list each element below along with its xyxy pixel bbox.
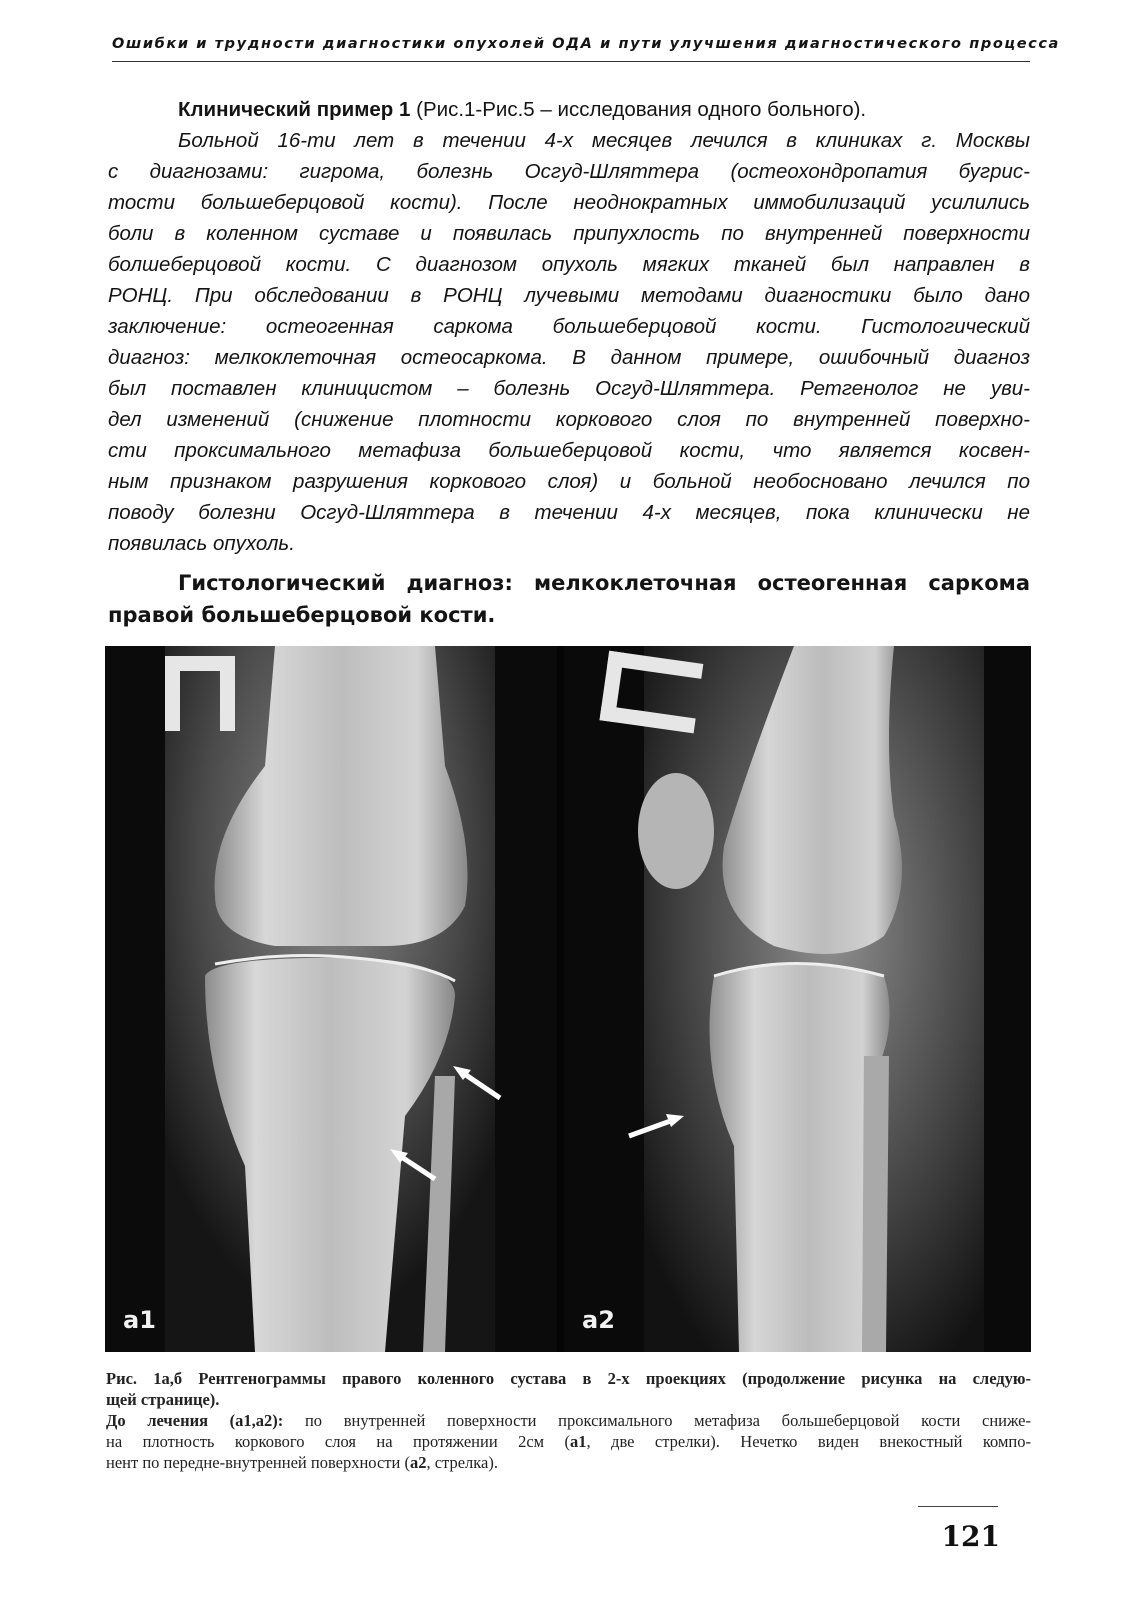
caption-text: , стрелка).: [426, 1453, 498, 1472]
case-line: дел изменений (снижение плотности коркового слоя по внутренней поверхно-: [108, 408, 1030, 431]
diagnosis-line: правой большеберцовой кости.: [108, 603, 496, 627]
panel-label-a1: a1: [123, 1306, 156, 1334]
caption-ref: а1: [570, 1432, 587, 1451]
caption-before-treatment: До лечения (а1,а2):: [106, 1411, 284, 1430]
caption-line: [106, 1452, 1031, 1473]
case-line: заключение: остеогенная саркома большеберцовой кости. Гистологический: [108, 315, 1030, 338]
example-title-rest: (Рис.1-Рис.5 – исследования одного больного).: [410, 98, 867, 121]
case-line: боли в коленном суставе и появилась припухлость по внутренней поверхности: [108, 222, 1030, 245]
case-line: сти проксимального метафиза большеберцовой кости, что является косвен-: [108, 439, 1030, 462]
xray-figure: [105, 646, 1031, 1352]
figure-caption: [106, 1368, 1031, 1473]
caption-text: по внутренней поверхности проксимального метафиза большеберцовой кости сниже-: [283, 1411, 1031, 1430]
caption-line: [106, 1389, 1031, 1410]
case-line: диагноз: мелкоклеточная остеосаркома. В данном примере, ошибочный диагноз: [108, 346, 1030, 369]
case-line: Больной 16-ти лет в течении 4-х месяцев лечился в клиниках г. Москвы: [178, 129, 1030, 152]
caption-text: , две стрелки). Нечетко виден внекостный компо-: [586, 1432, 1032, 1451]
case-line: болшеберцовой кости. С диагнозом опухоль мягких тканей был направлен в: [108, 253, 1030, 276]
xray-panel-a2: [564, 646, 1031, 1352]
case-line: тости большеберцовой кости). После неоднократных иммобилизаций усилились: [108, 191, 1030, 214]
example-title-bold: Клинический пример 1: [178, 98, 411, 121]
caption-title: Рис. 1а,б Рентгенограммы правого коленного сустава в 2-х проекциях (продолжение рисунка на следую-: [106, 1369, 1031, 1388]
caption-ref: а2: [409, 1453, 427, 1472]
case-line: с диагнозами: гигрома, болезнь Осгуд-Шляттера (остеохондропатия бугрис-: [108, 160, 1030, 183]
example-title: [108, 94, 1030, 125]
xray-image-lateral: [564, 646, 1031, 1352]
caption-title-cont: щей странице).: [106, 1390, 220, 1409]
running-header: Ошибки и трудности диагностики опухолей ОДА и пути улучшения диагностического процесса: [112, 36, 1060, 52]
caption-line: [106, 1431, 1031, 1452]
caption-line: [106, 1410, 1031, 1431]
xray-panel-a1: [105, 646, 557, 1352]
case-line: был поставлен клиницистом – болезнь Осгуд-Шляттера. Ретгенолог не уви-: [108, 377, 1030, 400]
xray-image-frontal: [105, 646, 557, 1352]
case-line: поводу болезни Осгуд-Шляттера в течении 4-х месяцев, пока клинически не: [108, 501, 1030, 524]
case-line: появилась опухоль.: [108, 532, 295, 555]
caption-text: на плотность коркового слоя на протяжении 2см (: [106, 1432, 571, 1451]
case-line: РОНЦ. При обследовании в РОНЦ лучевыми методами диагностики было дано: [108, 284, 1030, 307]
diagnosis-line: Гистологический диагноз: мелкоклеточная остеогенная саркома: [178, 571, 1030, 595]
panel-label-a2: a2: [582, 1306, 615, 1334]
histological-diagnosis: [108, 567, 1030, 631]
case-line: ным признаком разрушения коркового слоя) и больной необосновано лечился по: [108, 470, 1030, 493]
case-description: [108, 125, 1030, 559]
page-number: 121: [941, 1520, 1000, 1553]
header-rule: [112, 61, 1030, 62]
caption-line: [106, 1368, 1031, 1389]
footer-rule: [918, 1506, 998, 1507]
caption-text: нент по передне-внутренней поверхности (: [106, 1453, 410, 1472]
